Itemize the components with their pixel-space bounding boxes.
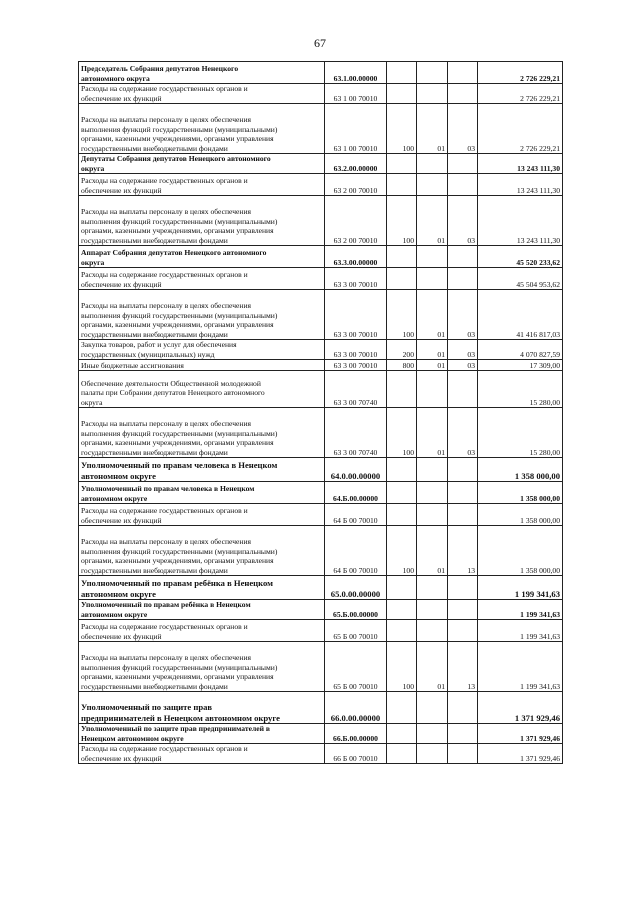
row-name-line: Расходы на содержание государственных органов и [81, 744, 248, 754]
row-code: 63 2 00 70010 [325, 196, 387, 246]
row-name [79, 174, 325, 196]
row-name-line: Расходы на содержание государственных органов и [81, 176, 248, 186]
row-code: 63 2 00 70010 [325, 174, 387, 196]
row-name-line: Расходы на содержание государственных органов и [81, 622, 248, 632]
row-expense-type: 100 [387, 290, 417, 340]
row-name-line: обеспечение их функций [81, 279, 162, 289]
row-expense-type: 200 [387, 340, 417, 360]
row-amount: 2 726 229,21 [478, 62, 563, 84]
table-row [79, 482, 563, 504]
row-section [417, 600, 448, 620]
row-code: 63 3 00 70010 [325, 290, 387, 340]
row-section: 01 [417, 104, 448, 154]
row-name-line [81, 644, 322, 653]
row-expense-type: 800 [387, 360, 417, 371]
row-subsection [448, 246, 478, 268]
row-subsection: 03 [448, 196, 478, 246]
row-expense-type [387, 84, 417, 104]
table-row [79, 290, 563, 340]
row-subsection [448, 692, 478, 724]
row-name-line: Депутаты Собрания депутатов Ненецкого автономного [81, 154, 271, 164]
row-name-line: Уполномоченный по правам человека в Ненецком [81, 460, 278, 471]
row-section: 01 [417, 290, 448, 340]
row-name-line: Расходы на выплаты персоналу в целях обеспечения [81, 537, 252, 547]
row-amount: 1 199 341,63 [478, 642, 563, 692]
table-row [79, 268, 563, 290]
table-row [79, 154, 563, 174]
row-section [417, 154, 448, 174]
row-section [417, 458, 448, 482]
table-row [79, 724, 563, 744]
row-name-line: выполнения функций государственными (муниципальными) [81, 216, 278, 226]
row-expense-type [387, 174, 417, 196]
row-name [79, 620, 325, 642]
row-name-line [81, 106, 322, 115]
row-expense-type: 100 [387, 104, 417, 154]
row-expense-type [387, 458, 417, 482]
row-name [79, 576, 325, 600]
row-name-line: Расходы на содержание государственных органов и [81, 84, 248, 94]
budget-table-body [79, 62, 563, 764]
row-amount: 13 243 111,30 [478, 154, 563, 174]
row-amount: 41 416 817,03 [478, 290, 563, 340]
row-name-line: государственных (муниципальных) нужд [81, 349, 215, 359]
row-name-line: Обеспечение деятельности Общественной молодежной [81, 378, 261, 388]
row-subsection [448, 724, 478, 744]
row-name [79, 104, 325, 154]
row-name-line: Уполномоченный по защите прав [81, 702, 213, 713]
row-expense-type: 100 [387, 408, 417, 458]
row-expense-type [387, 724, 417, 744]
table-row [79, 744, 563, 764]
row-section [417, 246, 448, 268]
row-name-line [81, 692, 322, 702]
row-expense-type [387, 154, 417, 174]
row-subsection: 13 [448, 526, 478, 576]
table-row [79, 576, 563, 600]
table-row [79, 340, 563, 360]
row-name-line: Уполномоченный по правам ребёнка в Ненецком [81, 578, 273, 589]
row-section [417, 576, 448, 600]
row-name-line: органами, казенными учреждениями, органами управления [81, 226, 274, 236]
table-row [79, 408, 563, 458]
row-name [79, 526, 325, 576]
row-name-line: обеспечение их функций [81, 515, 162, 525]
row-name [79, 724, 325, 744]
row-code: 63 3 00 70740 [325, 371, 387, 408]
table-row [79, 620, 563, 642]
page-number: 67 [314, 36, 326, 50]
row-amount: 1 358 000,00 [478, 482, 563, 504]
row-code: 65.0.00.00000 [325, 576, 387, 600]
row-name [79, 196, 325, 246]
table-row [79, 458, 563, 482]
row-name-line: обеспечение их функций [81, 753, 162, 763]
row-expense-type [387, 246, 417, 268]
row-name-line: Расходы на выплаты персоналу в целях обеспечения [81, 419, 252, 429]
row-amount: 1 199 341,63 [478, 620, 563, 642]
row-amount: 45 504 953,62 [478, 268, 563, 290]
row-name-line: округа [81, 163, 105, 173]
row-subsection [448, 62, 478, 84]
row-amount: 1 199 341,63 [478, 576, 563, 600]
row-subsection [448, 620, 478, 642]
row-subsection: 03 [448, 104, 478, 154]
row-name-line: органами, казенными учреждениями, органами управления [81, 134, 274, 144]
row-name-line: выполнения функций государственными (муниципальными) [81, 124, 278, 134]
table-row [79, 360, 563, 371]
row-section: 01 [417, 196, 448, 246]
row-name [79, 268, 325, 290]
row-name-line: государственными внебюджетными фондами [81, 143, 228, 153]
row-section: 01 [417, 340, 448, 360]
row-subsection [448, 268, 478, 290]
row-expense-type: 100 [387, 642, 417, 692]
row-name-line: государственными внебюджетными фондами [81, 565, 228, 575]
row-name [79, 84, 325, 104]
row-code: 65 Б 00 70010 [325, 642, 387, 692]
row-expense-type [387, 371, 417, 408]
row-section [417, 482, 448, 504]
table-row [79, 196, 563, 246]
row-amount: 2 726 229,21 [478, 104, 563, 154]
row-expense-type [387, 62, 417, 84]
row-subsection [448, 154, 478, 174]
row-name-line: округа [81, 397, 103, 407]
row-code: 63 3 00 70010 [325, 268, 387, 290]
row-section [417, 371, 448, 408]
row-amount: 45 520 233,62 [478, 246, 563, 268]
row-section [417, 174, 448, 196]
row-code: 65.Б.00.00000 [325, 600, 387, 620]
row-name-line [81, 292, 322, 301]
row-name-line: выполнения функций государственными (муниципальными) [81, 546, 278, 556]
budget-table [78, 61, 563, 764]
row-subsection [448, 744, 478, 764]
table-row [79, 104, 563, 154]
row-subsection [448, 371, 478, 408]
row-section [417, 62, 448, 84]
row-name-line: Уполномоченный по правам человека в Ненецком [81, 484, 255, 494]
row-code: 64.0.00.00000 [325, 458, 387, 482]
row-subsection [448, 504, 478, 526]
row-name-line: выполнения функций государственными (муниципальными) [81, 310, 278, 320]
row-name [79, 290, 325, 340]
row-name [79, 371, 325, 408]
row-name-line: выполнения функций государственными (муниципальными) [81, 428, 278, 438]
row-expense-type [387, 482, 417, 504]
row-amount: 13 243 111,30 [478, 196, 563, 246]
row-amount: 15 280,00 [478, 408, 563, 458]
row-code: 64 Б 00 70010 [325, 526, 387, 576]
row-code: 63 1 00 70010 [325, 104, 387, 154]
row-code: 63.2.00.00000 [325, 154, 387, 174]
row-name-line: государственными внебюджетными фондами [81, 235, 228, 245]
table-row [79, 600, 563, 620]
row-expense-type [387, 504, 417, 526]
row-name-line: автономном округе [81, 470, 156, 481]
row-name-line: автономного округа [81, 73, 150, 83]
row-name-line: органами, казенными учреждениями, органами управления [81, 556, 274, 566]
row-name [79, 504, 325, 526]
row-expense-type: 100 [387, 526, 417, 576]
row-name [79, 360, 325, 371]
row-amount: 13 243 111,30 [478, 174, 563, 196]
row-code: 63 3 00 70010 [325, 340, 387, 360]
row-subsection [448, 174, 478, 196]
row-name-line: палаты при Собрании депутатов Ненецкого автономного [81, 388, 265, 398]
table-row [79, 174, 563, 196]
table-row [79, 84, 563, 104]
row-name [79, 458, 325, 482]
row-amount: 1 358 000,00 [478, 526, 563, 576]
row-amount: 1 358 000,00 [478, 504, 563, 526]
row-code: 63.1.00.00000 [325, 62, 387, 84]
row-name-line: органами, казенными учреждениями, органами управления [81, 438, 274, 448]
table-row [79, 62, 563, 84]
row-name-line: Расходы на выплаты персоналу в целях обеспечения [81, 653, 252, 663]
row-section [417, 84, 448, 104]
row-name-line: Председатель Собрания депутатов Ненецкого [81, 64, 239, 74]
table-row [79, 504, 563, 526]
row-code: 63.3.00.00000 [325, 246, 387, 268]
row-name [79, 600, 325, 620]
row-subsection [448, 482, 478, 504]
row-name [79, 744, 325, 764]
row-expense-type [387, 576, 417, 600]
row-code: 65 Б 00 70010 [325, 620, 387, 642]
row-code: 63 3 00 70740 [325, 408, 387, 458]
row-subsection: 03 [448, 408, 478, 458]
row-name-line: Ненецком автономном округе [81, 733, 184, 743]
row-section [417, 744, 448, 764]
row-name-line: автономном округе [81, 493, 148, 503]
row-subsection [448, 600, 478, 620]
row-name-line: автономном округе [81, 588, 156, 599]
row-subsection: 13 [448, 642, 478, 692]
row-name-line: Расходы на содержание государственных органов и [81, 506, 248, 516]
row-name-line: Расходы на выплаты персоналу в целях обеспечения [81, 301, 252, 311]
row-name-line: органами, казенными учреждениями, органами управления [81, 320, 274, 330]
row-section [417, 724, 448, 744]
row-name-line: Уполномоченный по защите прав предпринимателей в [81, 724, 270, 734]
row-name-line: Расходы на содержание государственных органов и [81, 270, 248, 280]
row-section: 01 [417, 360, 448, 371]
row-section: 01 [417, 408, 448, 458]
row-name [79, 642, 325, 692]
row-name-line: выполнения функций государственными (муниципальными) [81, 662, 278, 672]
row-name-line: Закупка товаров, работ и услуг для обеспечения [81, 340, 237, 350]
row-code: 66.0.00.00000 [325, 692, 387, 724]
row-name [79, 62, 325, 84]
row-section [417, 620, 448, 642]
row-amount: 1 358 000,00 [478, 458, 563, 482]
row-name-line: Аппарат Собрания депутатов Ненецкого автономного [81, 248, 267, 258]
row-subsection [448, 458, 478, 482]
row-subsection: 03 [448, 290, 478, 340]
row-name-line: государственными внебюджетными фондами [81, 329, 228, 339]
row-section [417, 692, 448, 724]
row-name-line: обеспечение их функций [81, 185, 162, 195]
row-name-line: предпринимателей в Ненецком автономном округе [81, 712, 280, 723]
row-code: 64.Б.00.00000 [325, 482, 387, 504]
row-name-line: Расходы на выплаты персоналу в целях обеспечения [81, 115, 252, 125]
row-expense-type [387, 268, 417, 290]
row-expense-type [387, 692, 417, 724]
table-row [79, 526, 563, 576]
row-subsection: 03 [448, 340, 478, 360]
row-expense-type [387, 744, 417, 764]
row-name-line: округа [81, 257, 105, 267]
row-name [79, 408, 325, 458]
row-amount: 4 070 827,59 [478, 340, 563, 360]
row-subsection [448, 576, 478, 600]
row-subsection [448, 84, 478, 104]
row-name [79, 246, 325, 268]
row-name [79, 154, 325, 174]
row-name-line: органами, казенными учреждениями, органами управления [81, 672, 274, 682]
row-amount: 1 371 929,46 [478, 724, 563, 744]
row-name-line: государственными внебюджетными фондами [81, 681, 228, 691]
row-expense-type: 100 [387, 196, 417, 246]
row-code: 63 1 00 70010 [325, 84, 387, 104]
row-amount: 1 371 929,46 [478, 692, 563, 724]
table-row [79, 692, 563, 724]
row-code: 64 Б 00 70010 [325, 504, 387, 526]
row-code: 66 Б 00 70010 [325, 744, 387, 764]
row-amount: 1 199 341,63 [478, 600, 563, 620]
row-expense-type [387, 620, 417, 642]
row-amount: 2 726 229,21 [478, 84, 563, 104]
row-amount: 1 371 929,46 [478, 744, 563, 764]
row-name-line: Иные бюджетные ассигнования [81, 360, 184, 370]
row-amount: 17 309,00 [478, 360, 563, 371]
row-name-line: Расходы на выплаты персоналу в целях обеспечения [81, 207, 252, 217]
row-section: 01 [417, 526, 448, 576]
row-subsection: 03 [448, 360, 478, 371]
row-name-line: обеспечение их функций [81, 631, 162, 641]
row-section: 01 [417, 642, 448, 692]
row-name-line: обеспечение их функций [81, 93, 162, 103]
table-row [79, 642, 563, 692]
row-name-line [81, 528, 322, 537]
row-code: 66.Б.00.00000 [325, 724, 387, 744]
row-name-line: Уполномоченный по правам ребёнка в Ненецком [81, 600, 251, 610]
row-expense-type [387, 600, 417, 620]
row-name-line: государственными внебюджетными фондами [81, 447, 228, 457]
row-amount: 15 280,00 [478, 371, 563, 408]
table-row [79, 371, 563, 408]
row-code: 63 3 00 70010 [325, 360, 387, 371]
row-name [79, 692, 325, 724]
row-name [79, 340, 325, 360]
row-name-line [81, 198, 322, 207]
row-name-line: автономном округе [81, 609, 148, 619]
row-section [417, 504, 448, 526]
table-row [79, 246, 563, 268]
row-name-line [81, 410, 322, 419]
row-section [417, 268, 448, 290]
row-name [79, 482, 325, 504]
